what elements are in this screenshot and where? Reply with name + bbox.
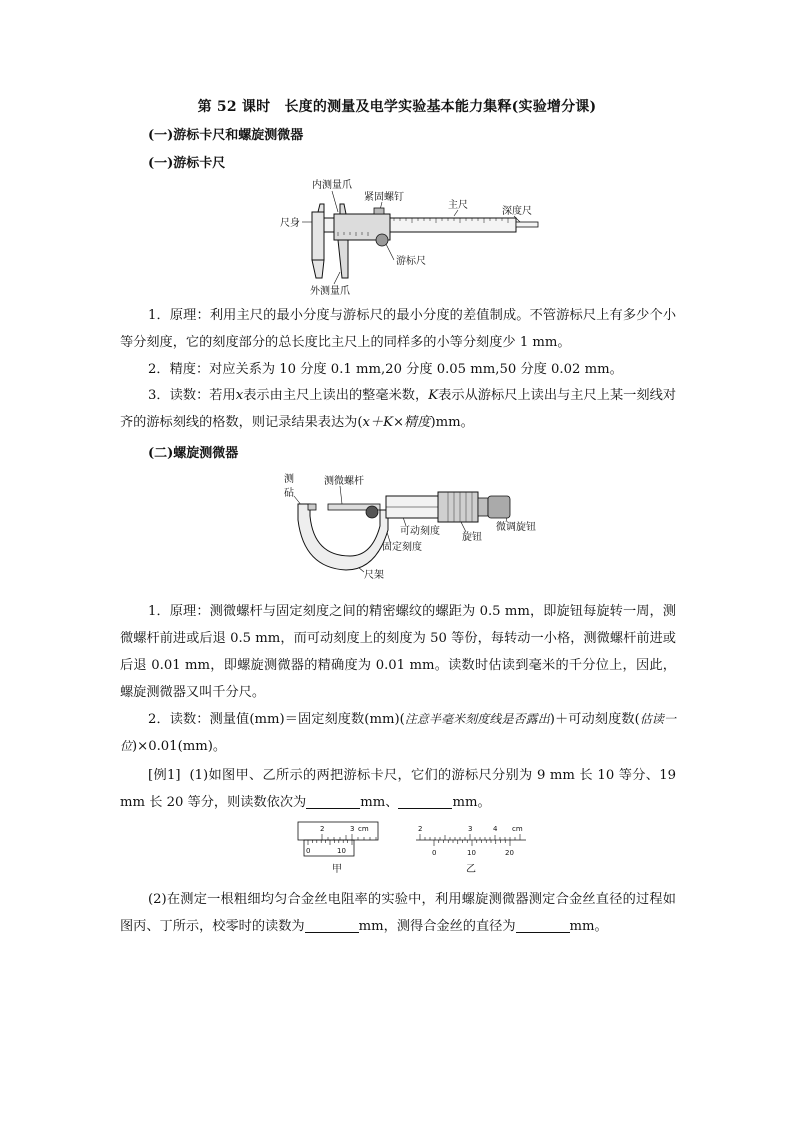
caliper-precision-text: 对应关系为 10 分度 0.1 mm,20 分度 0.05 mm,50 分度 0.02 mm。 bbox=[209, 362, 623, 377]
caliper-principle bbox=[120, 302, 676, 356]
var-x: x bbox=[235, 388, 244, 403]
jia-caption: 甲 bbox=[332, 864, 342, 875]
var-k: K bbox=[428, 388, 439, 403]
micrometer-reading-num: 2．读数： bbox=[148, 712, 210, 727]
label-main-scale: 主尺 bbox=[448, 200, 468, 211]
yi-main-3: 3 bbox=[468, 825, 473, 833]
jia-main-2: 2 bbox=[320, 825, 325, 833]
label-frame: 尺架 bbox=[364, 570, 384, 581]
caliper-reading-b: 表示由主尺上读出的整毫米数， bbox=[243, 388, 429, 403]
jia-vernier-10: 10 bbox=[337, 847, 346, 855]
micrometer-note1: 注意半毫米刻度线是否露出 bbox=[404, 712, 550, 726]
answer-blank-3[interactable] bbox=[305, 918, 359, 933]
label-anvil-2: 砧 bbox=[284, 488, 294, 499]
vernier-readings-figure bbox=[290, 818, 530, 878]
yi-caption: 乙 bbox=[466, 864, 476, 875]
caliper-reading-c: 表示从游标尺上读出与主尺上某一刻线对齐的游标刻线的格数，则记录结果表达为( bbox=[120, 388, 677, 430]
yi-vernier-0: 0 bbox=[432, 849, 437, 857]
micrometer-note2: 估读一位 bbox=[120, 712, 676, 753]
label-inner-jaw: 内测量爪 bbox=[312, 180, 352, 191]
example-1-text-a: (1)如图甲、乙所示的两把游标卡尺，它们的游标尺分别为 9 mm 长 10 等分、19 mm 长 20 等分，则读数依次为 bbox=[120, 768, 676, 810]
micrometer-reading-b: )＋可动刻度数( bbox=[549, 712, 640, 727]
caliper-formula: x＋K×精度 bbox=[362, 415, 431, 430]
label-spindle: 测微螺杆 bbox=[324, 476, 364, 487]
caliper-precision bbox=[120, 356, 676, 383]
caliper-principle-text: 利用主尺的最小分度与游标尺的最小分度的差值制成。不管游标尺上有多少个小等分刻度，它的刻度部分的总长度比主尺上的同样多的小等分刻度少 1 mm。 bbox=[120, 308, 677, 350]
label-knob: 旋钮 bbox=[462, 532, 482, 543]
micrometer-reading-c: )×0.01(mm)。 bbox=[132, 739, 227, 754]
example-2-text-b: mm，测得合金丝的直径为 bbox=[358, 919, 516, 934]
label-fine: 微调旋钮 bbox=[496, 522, 536, 533]
caliper-reading-a: 若用 bbox=[209, 388, 236, 403]
scale-yi bbox=[416, 825, 526, 875]
caliper-precision-num: 2．精度： bbox=[148, 362, 210, 377]
yi-main-2: 2 bbox=[418, 825, 423, 833]
example-1-text-c: mm。 bbox=[452, 795, 491, 810]
label-anvil-1: 测 bbox=[284, 474, 294, 485]
label-movable: 可动刻度 bbox=[400, 526, 440, 537]
micrometer-reading bbox=[120, 706, 676, 760]
yi-main-4: 4 bbox=[493, 825, 498, 833]
section-heading-micrometer: (二)螺旋测微器 bbox=[148, 446, 239, 461]
example-tag: [例1] bbox=[148, 768, 181, 783]
jia-vernier-0: 0 bbox=[306, 847, 311, 855]
label-depth: 深度尺 bbox=[502, 206, 532, 217]
yi-vernier-10: 10 bbox=[467, 849, 476, 857]
micrometer-principle-text: 测微螺杆与固定刻度之间的精密螺纹的螺距为 0.5 mm，即旋钮每旋转一周，测微螺杆前进或后退 0.5 mm，而可动刻度上的刻度为 50 等份，每转动一小格，测微螺杆前进或后退 0.01 mm，即螺旋测微器的精确度为 0.01 mm。读数时估读到毫米的千分位上，因此，螺旋测微器又叫千分尺。 bbox=[120, 604, 676, 700]
example-1-part2 bbox=[120, 886, 676, 940]
label-outer-jaw: 外测量爪 bbox=[310, 286, 350, 297]
example-1-part1 bbox=[120, 762, 676, 816]
answer-blank-4[interactable] bbox=[516, 918, 570, 933]
jia-cm: cm bbox=[358, 825, 369, 833]
example-2-text-a: (2)在测定一根粗细均匀合金丝电阻率的实验中，利用螺旋测微器测定合金丝直径的过程如图丙、丁所示，校零时的读数为 bbox=[120, 892, 676, 934]
label-fixed: 固定刻度 bbox=[382, 542, 422, 553]
micrometer-reading-a: 测量值(mm)＝固定刻度数(mm)( bbox=[209, 712, 405, 727]
section-heading-1: (一)游标卡尺和螺旋测微器 bbox=[148, 128, 304, 143]
caliper-reading-num: 3．读数： bbox=[148, 388, 210, 403]
micrometer-figure bbox=[280, 470, 550, 590]
caliper-principle-num: 1．原理： bbox=[148, 308, 210, 323]
example-1-text-b: mm、 bbox=[360, 795, 399, 810]
vernier-caliper-figure bbox=[278, 174, 546, 298]
answer-blank-2[interactable] bbox=[398, 794, 452, 809]
section-heading-caliper: (一)游标卡尺 bbox=[148, 156, 226, 171]
micrometer-principle-num: 1．原理： bbox=[148, 604, 210, 619]
label-body: 尺身 bbox=[280, 218, 300, 229]
yi-cm: cm bbox=[512, 825, 523, 833]
label-screw: 紧固螺钉 bbox=[364, 192, 404, 203]
answer-blank-1[interactable] bbox=[306, 794, 360, 809]
micrometer-principle bbox=[120, 598, 676, 706]
example-2-text-c: mm。 bbox=[569, 919, 608, 934]
caliper-reading bbox=[120, 382, 676, 436]
scale-jia bbox=[298, 822, 378, 875]
jia-main-3: 3 bbox=[350, 825, 355, 833]
yi-vernier-20: 20 bbox=[505, 849, 514, 857]
caliper-reading-d: )mm。 bbox=[430, 415, 474, 430]
page-title: 第 52 课时 长度的测量及电学实验基本能力集释(实验增分课) bbox=[197, 99, 597, 115]
label-vernier: 游标尺 bbox=[396, 256, 426, 267]
